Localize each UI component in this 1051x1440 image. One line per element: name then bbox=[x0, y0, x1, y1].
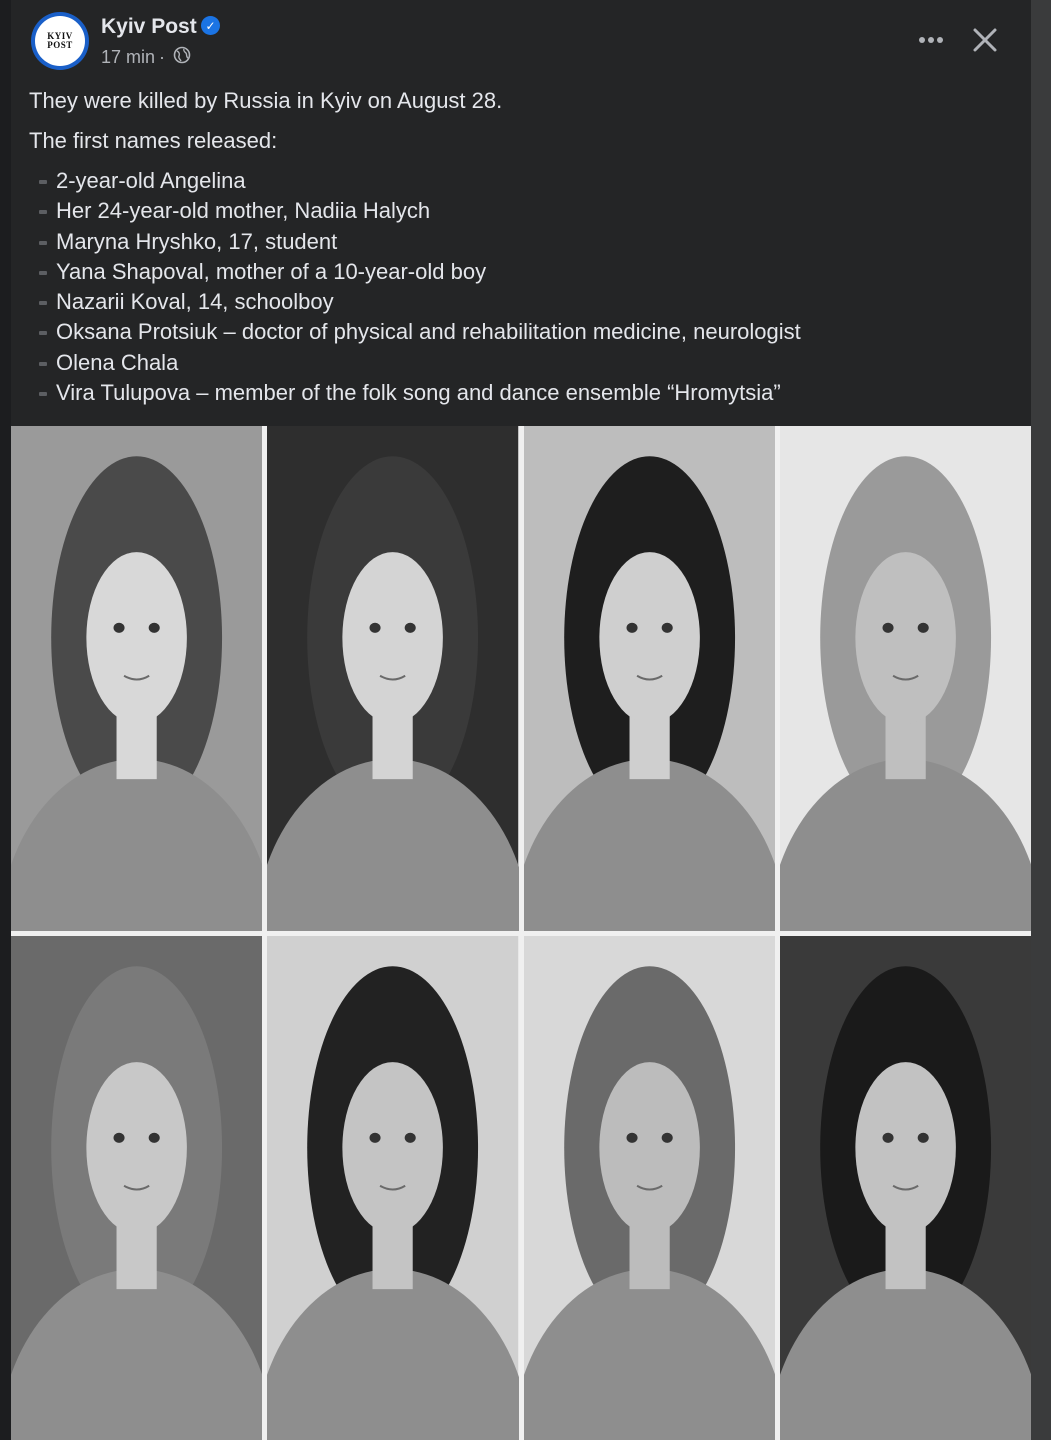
post-body bbox=[29, 86, 1019, 408]
list-item bbox=[29, 227, 1019, 257]
post-paragraph-2: The first names released: bbox=[29, 128, 278, 153]
meta-separator: · bbox=[159, 47, 166, 67]
list-bullet bbox=[39, 362, 47, 366]
portrait-image bbox=[267, 936, 518, 1440]
photo-nadiia-halych[interactable] bbox=[267, 426, 518, 931]
post-timestamp[interactable]: 17 min bbox=[101, 47, 156, 67]
list-bullet bbox=[39, 241, 47, 245]
list-item bbox=[29, 287, 1019, 317]
list-item bbox=[29, 196, 1019, 226]
list-item bbox=[29, 317, 1019, 347]
victims-list bbox=[29, 166, 1019, 408]
list-item-text: Yana Shapoval, mother of a 10-year-old boy bbox=[56, 258, 487, 284]
photo-grid bbox=[11, 426, 1031, 1440]
post-card bbox=[11, 0, 1031, 1440]
globe-icon[interactable] bbox=[173, 46, 191, 69]
verified-badge-icon: ✓ bbox=[201, 16, 220, 35]
list-item-text: Her 24-year-old mother, Nadiia Halych bbox=[56, 198, 431, 224]
list-bullet bbox=[39, 180, 47, 184]
photo-olena-chala[interactable] bbox=[524, 936, 775, 1440]
portrait-image bbox=[524, 936, 775, 1440]
list-item-text: Maryna Hryshko, 17, student bbox=[56, 228, 338, 254]
portrait-image bbox=[11, 426, 262, 931]
photo-oksana-protsiuk[interactable] bbox=[267, 936, 518, 1440]
logo-text-line2: POST bbox=[47, 40, 73, 50]
post-meta bbox=[101, 46, 191, 69]
list-item bbox=[29, 378, 1019, 408]
portrait-image bbox=[780, 936, 1031, 1440]
list-bullet bbox=[39, 392, 47, 396]
right-backdrop bbox=[1031, 0, 1051, 1440]
photo-maryna-hryshko[interactable] bbox=[524, 426, 775, 931]
portrait-image bbox=[780, 426, 1031, 931]
post-header bbox=[11, 0, 1031, 82]
logo-text-line1: KYIV bbox=[47, 31, 73, 41]
photo-yana-shapoval[interactable] bbox=[780, 426, 1031, 931]
close-icon[interactable] bbox=[965, 20, 1005, 60]
list-bullet bbox=[39, 331, 47, 335]
more-options-icon[interactable] bbox=[911, 22, 951, 58]
portrait-image bbox=[267, 426, 518, 931]
list-item bbox=[29, 166, 1019, 196]
list-item-text: Oksana Protsiuk – doctor of physical and rehabilitation medicine, neurologist bbox=[56, 319, 801, 345]
list-item bbox=[29, 348, 1019, 378]
list-item bbox=[29, 257, 1019, 287]
left-backdrop bbox=[0, 0, 11, 1440]
photo-nazarii-koval[interactable] bbox=[11, 936, 262, 1440]
kyiv-post-logo bbox=[35, 16, 85, 66]
list-item-text: Olena Chala bbox=[56, 349, 179, 375]
list-item-text: Nazarii Koval, 14, schoolboy bbox=[56, 289, 334, 315]
page-avatar[interactable] bbox=[31, 12, 89, 70]
list-item-text: Vira Tulupova – member of the folk song and dance ensemble “Hromytsia” bbox=[56, 380, 781, 406]
list-bullet bbox=[39, 301, 47, 305]
portrait-image bbox=[11, 936, 262, 1440]
photo-angelina[interactable] bbox=[11, 426, 262, 931]
list-bullet bbox=[39, 210, 47, 214]
list-item-text: 2-year-old Angelina bbox=[56, 168, 246, 193]
photo-vira-tulupova[interactable] bbox=[780, 936, 1031, 1440]
portrait-image bbox=[524, 426, 775, 931]
post-paragraph-1: They were killed by Russia in Kyiv on August 28. bbox=[29, 88, 503, 113]
page-name-link[interactable]: Kyiv Post bbox=[101, 15, 197, 38]
list-bullet bbox=[39, 271, 47, 275]
